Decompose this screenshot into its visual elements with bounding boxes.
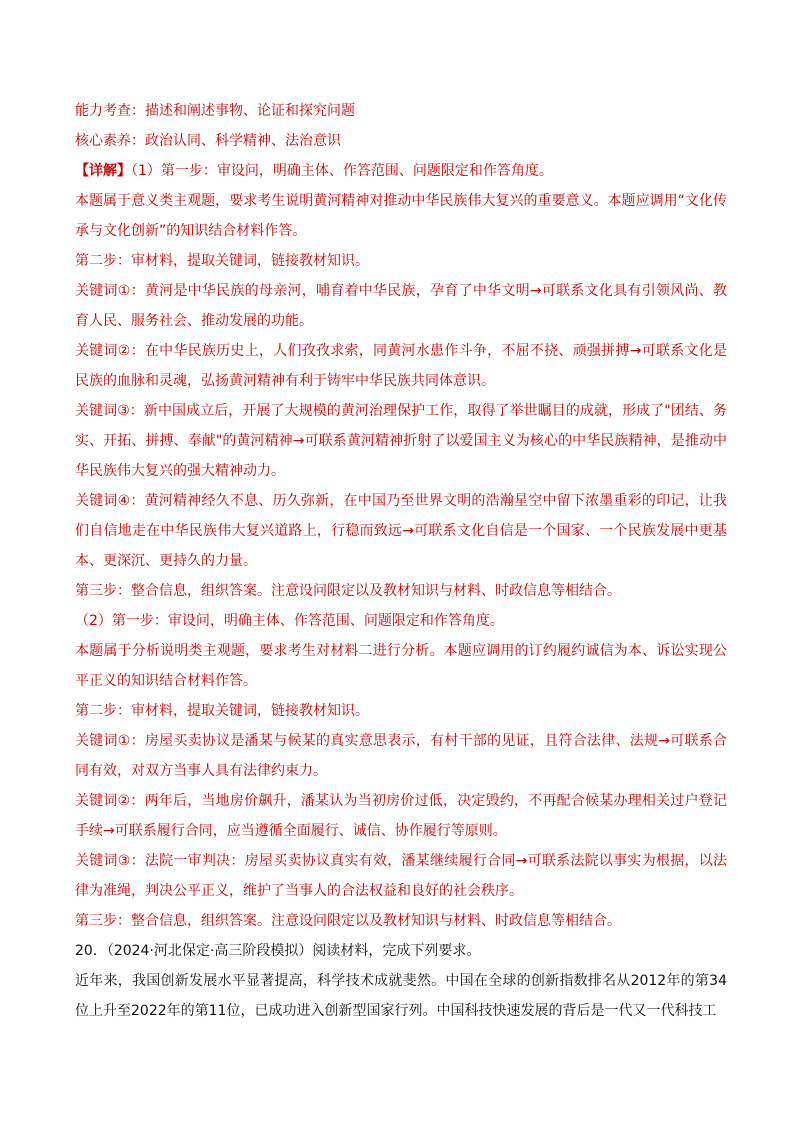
- detail-heading: [75, 156, 727, 186]
- part2-keyword-2: 关键词②：两年后，当地房价飙升，潘某认为当初房价过低，决定毁约，不再配合候某办理相关过户登记手续→可联系履行合同，应当遵循全面履行、诚信、协作履行等原则。: [75, 793, 727, 839]
- part1-step2: 第二步：审材料，提取关键词，链接教材知识。: [75, 253, 369, 269]
- question-20-body: 近年来，我国创新发展水平显著提高，科学技术成就斐然。中国在全球的创新指数排名从2012年的第34位上升至2022年的第11位，已成功进入创新型国家行列。中国科技快速发展的背后是一代又一代科技工: [75, 973, 727, 1019]
- document-page: [75, 96, 727, 1026]
- part2-step3: 第三步：整合信息，组织答案。注意设问限定以及教材知识与材料、时政信息等相结合。: [75, 913, 621, 929]
- part2-step2: 第二步：审材料，提取关键词，链接教材知识。: [75, 703, 369, 719]
- question-20-title: 20．（2024·河北保定·高三阶段模拟）阅读材料，完成下列要求。: [75, 943, 481, 959]
- part2-keyword-1: 关键词①：房屋买卖协议是潘某与候某的真实意思表示，有村干部的见证，且符合法律、法规→可联系合同有效，对双方当事人具有法律约束力。: [75, 733, 727, 779]
- part2-para1: 本题属于分析说明类主观题，要求考生对材料二进行分析。本题应调用的订约履约诚信为本、诉讼实现公平正义的知识结合材料作答。: [75, 643, 727, 689]
- part1-keyword-3: 关键词③：新中国成立后，开展了大规模的黄河治理保护工作，取得了举世瞩目的成就，形成了"团结、务实、开拓、拼搏、奉献"的黄河精神→可联系黄河精神折射了以爱国主义为核心的中华民族精神，是推动中华民族伟大复兴的强大精神动力。: [75, 403, 727, 479]
- part2-keyword-3: 关键词③：法院一审判决：房屋买卖协议真实有效，潘某继续履行合同→可联系法院以事实为根据，以法律为准绳，判决公平正义，维护了当事人的合法权益和良好的社会秩序。: [75, 853, 727, 899]
- part1-para1: 本题属于意义类主观题，要求考生说明黄河精神对推动中华民族伟大复兴的重要意义。本题应调用“文化传承与文化创新”的知识结合材料作答。: [75, 193, 727, 239]
- detail-tag: 【详解】: [75, 163, 131, 179]
- detail-step1: （1）第一步：审设问，明确主体、作答范围、问题限定和作答角度。: [131, 163, 553, 179]
- literacy-line: 核心素养：政治认同、科学精神、法治意识: [75, 133, 341, 149]
- part1-step3: 第三步：整合信息，组织答案。注意设问限定以及教材知识与材料、时政信息等相结合。: [75, 583, 621, 599]
- part1-keyword-2: 关键词②：在中华民族历史上，人们孜孜求索，同黄河水患作斗争，不屈不挠、顽强拼搏→可联系文化是民族的血脉和灵魂，弘扬黄河精神有利于铸牢中华民族共同体意识。: [75, 343, 727, 389]
- part1-keyword-4: 关键词④：黄河精神经久不息、历久弥新，在中国乃至世界文明的浩瀚星空中留下浓墨重彩的印记，让我们自信地走在中华民族伟大复兴道路上，行稳而致远→可联系文化自信是一个国家、一个民族发展中更基本、更深沉、更持久的力量。: [75, 493, 727, 569]
- part2-step1: （2）第一步：审设问，明确主体、作答范围、问题限定和作答角度。: [75, 613, 504, 629]
- part1-keyword-1: 关键词①：黄河是中华民族的母亲河，哺育着中华民族，孕育了中华文明→可联系文化具有引领风尚、教育人民、服务社会、推动发展的功能。: [75, 283, 727, 329]
- ability-line: 能力考查：描述和阐述事物、论证和探究问题: [75, 103, 355, 119]
